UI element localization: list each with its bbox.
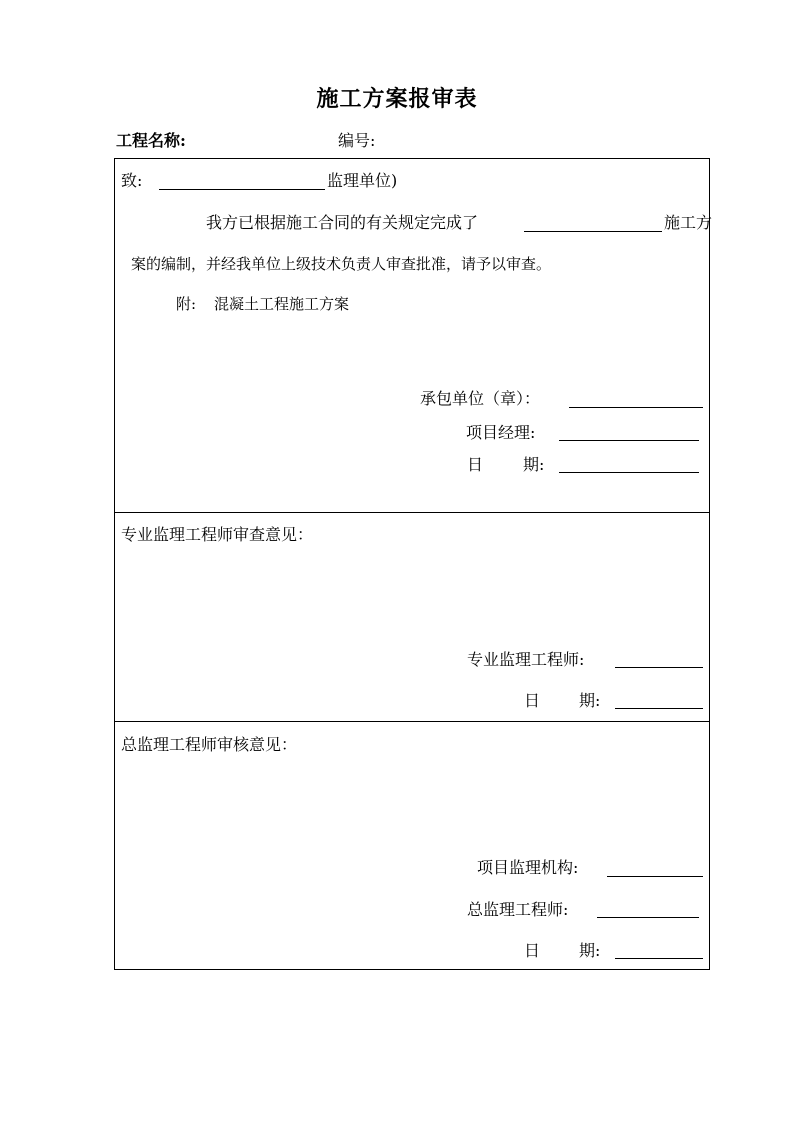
- form-table: [114, 158, 713, 970]
- body-line2: 案的编制，并经我单位上级技术负责人审查批准，请予以审查。: [131, 255, 552, 273]
- page-title: 施工方案报审表: [316, 86, 478, 112]
- contractor-field[interactable]: [569, 407, 703, 408]
- manager-label: 项目经理:: [466, 423, 536, 442]
- org-field[interactable]: [607, 876, 703, 877]
- manager-field[interactable]: [559, 440, 699, 441]
- body-line1-suffix: 施工方: [664, 213, 713, 232]
- supervisor-unit-field[interactable]: [159, 189, 325, 190]
- body-line1-prefix: 我方已根据施工合同的有关规定完成了: [206, 213, 479, 232]
- chief-review-heading: 总监理工程师审核意见：: [121, 735, 298, 754]
- date-field-2[interactable]: [615, 708, 703, 709]
- date-label-2b: 期:: [579, 691, 601, 710]
- date-label-3a: 日: [524, 941, 541, 960]
- chief-field[interactable]: [597, 917, 699, 918]
- org-label: 项目监理机构:: [477, 858, 579, 877]
- engineer-field[interactable]: [615, 667, 703, 668]
- date-label-2a: 日: [524, 691, 541, 710]
- section-divider-2: [114, 721, 710, 722]
- contractor-label: 承包单位（章）：: [420, 389, 541, 408]
- project-name-label: 工程名称:: [116, 131, 186, 150]
- date-label-1b: 期:: [523, 455, 545, 474]
- date-field-1[interactable]: [559, 472, 699, 473]
- to-label: 致:: [121, 171, 143, 190]
- chief-label: 总监理工程师:: [467, 900, 569, 919]
- engineer-review-heading: 专业监理工程师审查意见：: [121, 525, 314, 544]
- supervisor-unit-label: 监理单位): [327, 171, 398, 190]
- section-divider-1: [114, 512, 710, 513]
- date-label-3b: 期:: [579, 941, 601, 960]
- attachment-value: 混凝土工程施工方案: [214, 295, 350, 313]
- attachment-label: 附:: [176, 295, 197, 313]
- date-field-3[interactable]: [615, 958, 703, 959]
- engineer-label: 专业监理工程师:: [467, 650, 585, 669]
- scheme-name-field[interactable]: [524, 231, 662, 232]
- date-label-1a: 日: [467, 455, 484, 474]
- number-label: 编号:: [338, 131, 376, 150]
